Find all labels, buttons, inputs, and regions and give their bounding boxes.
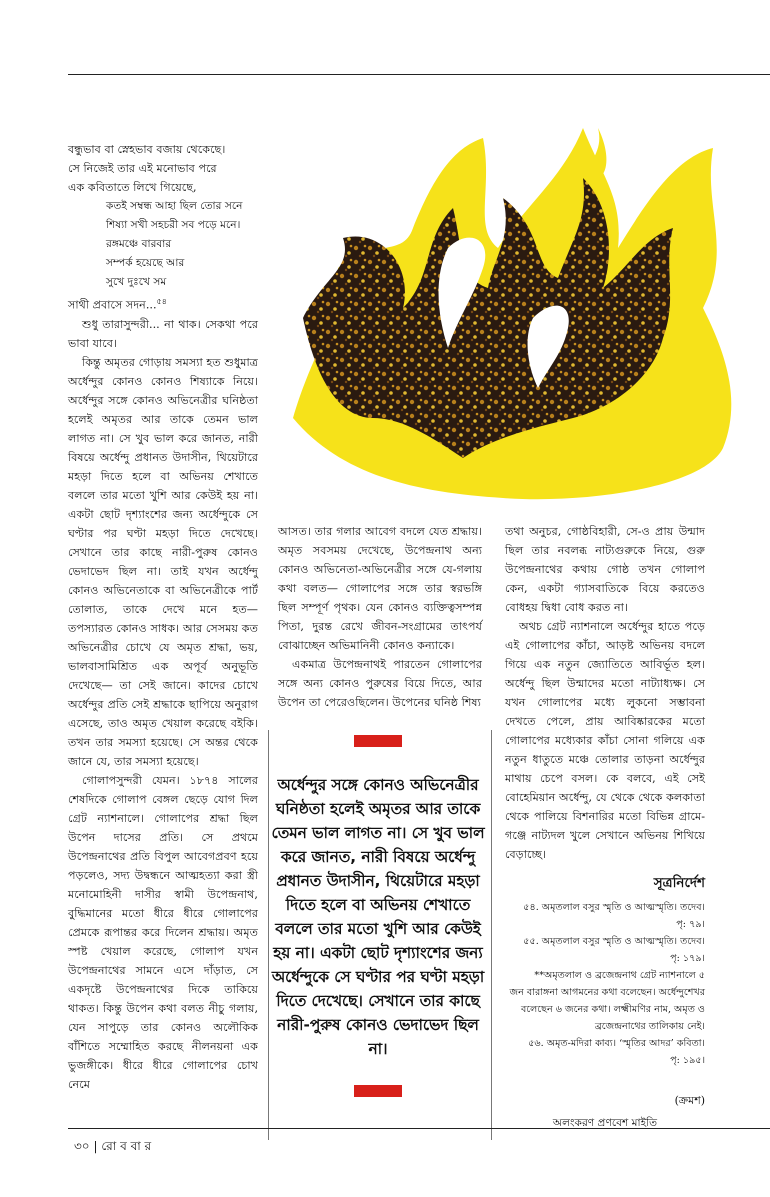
reference-item: ৫৪. অমৃতলাল বসুর স্মৃতি ও আত্মস্মৃতি। তদেব। পৃ: ৭৯। (523, 902, 705, 930)
poem-line: রঙ্গমঞ্চে বারবার (106, 238, 172, 250)
column1-paragraph-1: শুধু তারাসুন্দরী... না থাক। সেকথা পরে ভাবা যাবে। (68, 317, 258, 350)
text-column-2 (278, 522, 482, 712)
column2-paragraph-1: আসত। তার গলার আবেগ বদলে যেত শ্রদ্ধায়। অমৃত সবসময় দেখেছে, উপেন্দ্রনাথ অন্য কোনও অভিনেতা-অভিনেত্রীর সঙ্গে যে-গলায় কথা বলত— গোলাপের সঙ্গে তার স্বরভঙ্গি ছিল সম্পূর্ণ পৃথক। যেন কোনও ব্যক্তিত্বসম্পন্ন পিতা, দুরন্ত রেখে জীবন-সংগ্রামের তাৎপর্য বোঝাচ্ছেন অভিমানিনী কোনও কন্যাকে। (278, 525, 482, 652)
poem-closing-line (68, 292, 258, 315)
poem-line: কতই সম্বন্ধ আহা ছিল তোর সনে (106, 200, 243, 212)
text-column-1 (68, 140, 258, 1094)
pull-quote-bottom-bar (354, 1085, 402, 1097)
column1-lead-line: বন্ধুভাব বা স্নেহভাব বজায় থেকেছে। (68, 143, 226, 156)
column-divider (491, 730, 492, 1140)
column3-paragraph-2: অথচ গ্রেট ন্যাশনালে অর্ধেন্দুর হাতে পড়ে এই গোলাপের কাঁচা, আড়ষ্ট অভিনয় বদলে গিয়ে এক নতুন জ্যোতিতে আবির্ভূত হল। অর্ধেন্দু ছিল উন্মাদের মতো নাট্যাধ্যক্ষ। সে যখন গোলাপের মধ্যে লুকনো সম্ভাবনা দেখতে পেলে, প্রায় আবিষ্কারকের মতো গোলাপের মধ্যেকার কাঁচা সোনা গলিয়ে এক নতুন ধাতুতে মঞ্চে তোলার তাড়না অর্ধেন্দুর মাথায় চেপে বসল। কে বলবে, এই সেই বোহেমিয়ান অর্ধেন্দু, যে থেকে থেকে কলকাতা থেকে পালিয়ে বিশনারির মতো বিভিন্ন গ্রামে-গঞ্জে নাট্যদল খুলে সেখানে অভিনয় শিখিয়ে বেড়াচ্ছে। (505, 620, 705, 861)
poem-excerpt (106, 197, 258, 292)
pull-quote-text: অর্ধেন্দুর সঙ্গে কোনও অভিনেত্রীর ঘনিষ্ঠতা হলেই অমৃতর আর তাকে তেমন ভাল লাগত না। সে খুব ভাল করে জানত, নারী বিষয়ে অর্ধেন্দু প্রধানত উদাসীন, থিয়েটারে মহড়া দিতে হলে বা অভিনয় শেখাতে বললে তার মতো খুশি আর কেউই হয় না। একটা ছোট দৃশ্যাংশের জন্য অর্ধেন্দুকে সে ঘণ্টার পর ঘণ্টা মহড়া দিতে দেখেছে। সেখানে তার কাছে নারী-পুরুষ কোনও ভেদাভেদ ছিল না। (271, 776, 485, 1058)
top-rule (68, 74, 770, 75)
page-folio (74, 1138, 151, 1158)
column1-lead-line: সে নিজেই তার এই মনোভাব পরে (68, 162, 217, 175)
illustration-credit: অলংকরণ প্রণবেশ মাইতি (552, 1117, 658, 1129)
pull-quote-top-bar (354, 735, 402, 747)
reference-item: ৫৫. অমৃতলাল বসুর স্মৃতি ও আত্মস্মৃতি। তদেব। পৃ: ১৭৯। (523, 936, 705, 964)
column1-paragraph-2: কিন্তু অমৃতর গোড়ায় সমস্যা হত শুধুমাত্র অর্ধেন্দুর কোনও কোনও শিষ্যাকে নিয়ে। অর্ধেন্দুর সঙ্গে কোনও অভিনেত্রীর ঘনিষ্ঠতা হলেই অমৃতর আর তাকে তেমন ভাল লাগত না। সে খুব ভাল করে জানত, নারী বিষয়ে অর্ধেন্দু প্রধানত উদাসীন, থিয়েটারে মহড়া দিতে হলে বা অভিনয় শেখাতে বললে তার মতো খুশি আর কেউই হয় না। একটা ছোট দৃশ্যাংশের জন্য অর্ধেন্দুকে সে ঘণ্টার পর ঘণ্টা মহড়া দিতে দেখেছে। সেখানে তার কাছে নারী-পুরুষ কোনও ভেদাভেদ ছিল না। তাই যখন অর্ধেন্দু কোনও অভিনেতাকে বা অভিনেত্রীকে পার্ট তোলাত, তাকে দেখে মনে হত— তপস্যারত কোনও সাধক। আর সেসময় কত অভিনেত্রীর চোখে যে অমৃত শ্রদ্ধা, ভয়, ভালবাসামিশ্রিত এক অপূর্ব অনুভূতি দেখেছে— তা সেই জানে। কাদের চোখে অর্ধেন্দুর প্রতি সেই শ্রদ্ধাকে ছাপিয়ে অনুরাগ এসেছে, তাও অমৃত খেয়াল করেছে বইকি। তখন তার সমস্যা হয়েছে। সে অন্তর থেকে জানে যে, তার সমস্যা হয়েছে। (68, 355, 258, 768)
poem-closing-text: সাথী প্রবাসে সদন... (68, 298, 157, 312)
page-number: ৩০ (74, 1139, 90, 1153)
column1-paragraph-3: গোলাপসুন্দরী যেমন। ১৮৭৪ সালের শেষদিকে গোলাপ বেঙ্গল ছেড়ে যোগ দিল গ্রেট ন্যাশনালে। গোলাপের শ্রদ্ধা ছিল উপেন দাসের প্রতি। সে প্রথমে উপেন্দ্রনাথের প্রতি বিপুল আবেগপ্রবণ হয়ে পড়লেও, সদ্য উদ্বন্ধনে আত্মহত্যা করা স্ত্রী মনোমোহিনী দাসীর স্বামী উপেন্দ্রনাথ, বুদ্ধিমানের মতো ধীরে ধীরে গোলাপের প্রেমকে রূপান্তর করে দিলেন শ্রদ্ধায়। অমৃত স্পষ্ট খেয়াল করেছে, গোলাপ যখন উপেন্দ্রনাথের সামনে এসে দাঁড়াত, সে একদৃষ্টে উপেন্দ্রনাথের দিকে তাকিয়ে থাকত। কিন্তু উপেন কথা বলত নীচু গলায়, যেন সাপুড়ে তার কোনও অলৌকিক বাঁশিতে সম্মোহিত করছে নীলনয়না এক ভুজঙ্গীকে। ধীরে ধীরে গোলাপের চোখ নেমে (68, 773, 258, 1091)
pull-quote (270, 735, 486, 1097)
column2-paragraph-2: একমাত্র উপেন্দ্রনাথই পারতেন গোলাপের সঙ্গে অন্য কোনও পুরুষের বিয়ে দিতে, আর উপেন তা পেরেওছিলেন। উপেনের ঘনিষ্ঠ শিষ্য (278, 658, 482, 709)
folio-separator: | (93, 1139, 98, 1153)
reference-item: ৫৬. অমৃত-মদিরা কাব্য। ‘স্মৃতির আদর’ কবিতা। পৃ: ১৯৫। (528, 1038, 705, 1066)
references-heading: সূত্রনির্দেশ (653, 875, 705, 891)
bottom-rule (68, 1128, 770, 1129)
column1-lead-line: এক কবিতাতে লিখে গিয়েছে, (68, 181, 197, 194)
poem-line: শিষ্যা সখী সহচরী সব পড়ে মনে। (106, 219, 241, 231)
footnote-marker: ৫৪ (156, 297, 167, 306)
poem-line: সম্পর্ক হয়েছে আর (106, 257, 185, 269)
continued-label: (ক্রমশ) (674, 1094, 705, 1107)
reference-item: **অমৃতলাল ও ব্রজেন্দ্রনাথ গ্রেট ন্যাশনালে ৫ জন বারাঙ্গনা আগমনের কথা বলেছেন। অর্ধেন্দুশেখর বলেছেন ৬ জনের কথা। লক্ষ্মীমণির নাম, অমৃত ও ব্রজেন্দ্রনাথের তালিকায় নেই। (509, 970, 705, 1032)
flame-artwork (283, 118, 750, 504)
text-column-3 (505, 522, 705, 1133)
poem-line: সুখে দুঃখে সম (106, 276, 167, 288)
column3-paragraph-1: তথা অনুচর, গোষ্ঠবিহারী, সে-ও প্রায় উন্মাদ ছিল তার নবলব্ধ নাট্যগুরুকে নিয়ে, গুরু উপেন্দ্রনাথের কথায় গোষ্ঠ তখন গোলাপ কেন, একটা গ্যাসবাতিকে বিয়ে করতেও বোধহয় দ্বিধা বোধ করত না। (505, 525, 705, 614)
magazine-name: রো ব বা র (101, 1139, 152, 1153)
column-divider (268, 730, 269, 1140)
